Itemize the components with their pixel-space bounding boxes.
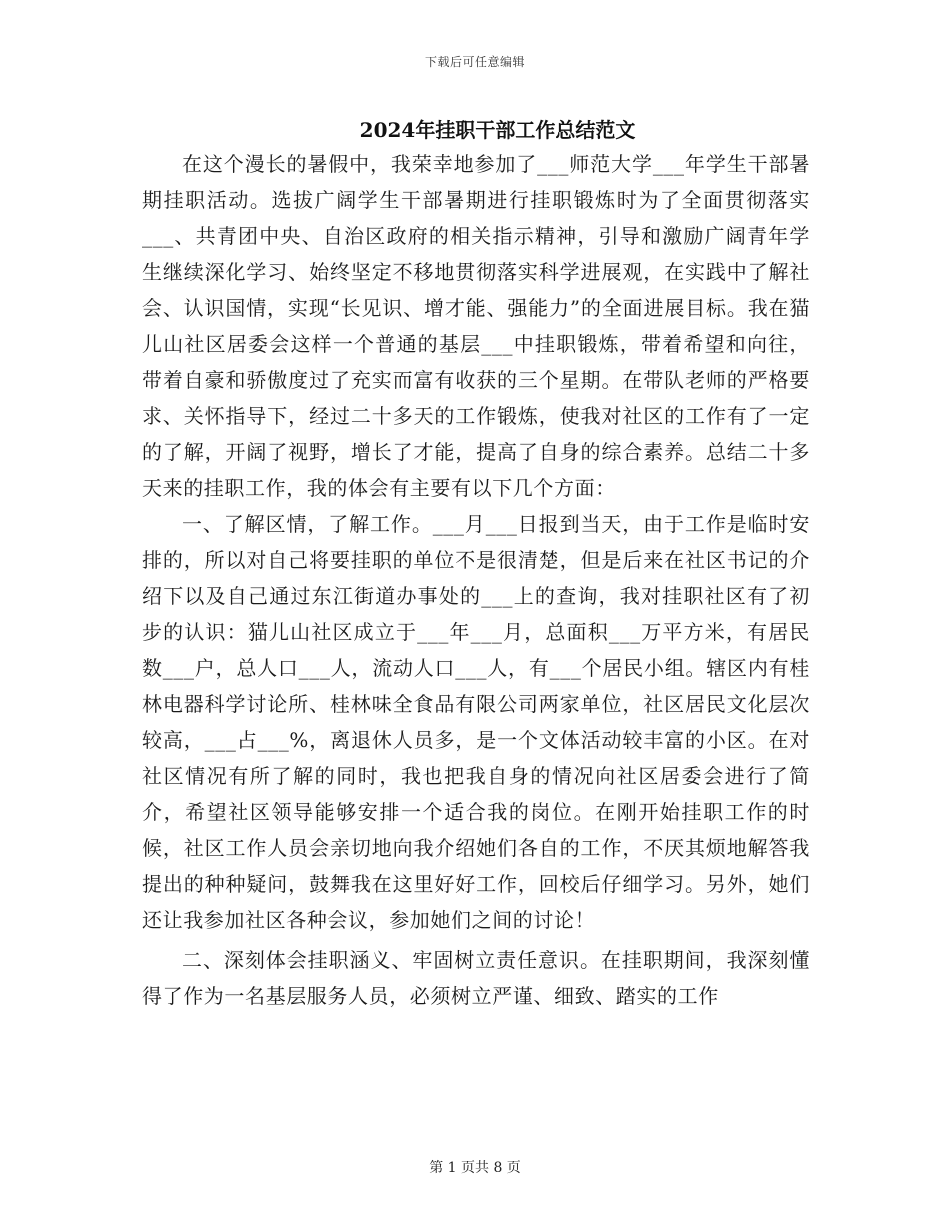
document-title: 2024年挂职干部工作总结范文 — [359, 118, 636, 142]
paragraph-intro: 在这个漫长的暑假中，我荣幸地参加了___师范大学___年学生干部暑期挂职活动。选拔广阔学生干部暑期进行挂职锻炼时为了全面贯彻落实___、共青团中央、自治区政府的相关指示精神，引导和激励广阔青年学生继续深化学习、始终坚定不移地贯彻落实科学进展观，在实践中了解社会、认识国情，实现“长见识、增才能、强能力”的全面进展目标。我在猫儿山社区居委会这样一个普通的基层___中挂职锻炼，带着希望和向往，带着自豪和骄傲度过了充实而富有收获的三个星期。在带队老师的严格要求、关怀指导下，经过二十多天的工作锻炼，使我对社区的工作有了一定的了解，开阔了视野，增长了才能，提高了自身的综合素养。总结二十多天来的挂职工作，我的体会有主要有以下几个方面： — [142, 152, 810, 500]
document-body — [142, 146, 810, 1014]
page-number-footer: 第 1 页共 8 页 — [429, 1160, 521, 1176]
paragraph-section-one: 一、了解区情，了解工作。___月___日报到当天，由于工作是临时安排的，所以对自己将要挂职的单位不是很清楚，但是后来在社区书记的介绍下以及自己通过东江街道办事处的___上的查询，我对挂职社区有了初步的认识：猫儿山社区成立于___年___月，总面积___万平方米，有居民数___户，总人口___人，流动人口___人，有___个居民小组。辖区内有桂林电器科学讨论所、桂林味全食品有限公司两家单位，社区居民文化层次较高，___占___%，离退休人员多，是一个文体活动较丰富的小区。在对社区情况有所了解的同时，我也把我自身的情况向社区居委会进行了简介，希望社区领导能够安排一个适合我的岗位。在刚开始挂职工作的时候，社区工作人员会亲切地向我介绍她们各自的工作，不厌其烦地解答我提出的种种疑问，鼓舞我在这里好好工作，回校后仔细学习。另外，她们还让我参加社区各种会议，参加她们之间的讨论！ — [142, 512, 810, 932]
paragraph-section-two: 二、深刻体会挂职涵义、牢固树立责任意识。在挂职期间，我深刻懂得了作为一名基层服务人员，必须树立严谨、细致、踏实的工作 — [142, 948, 810, 1008]
header-note: 下载后可任意编辑 — [424, 55, 525, 69]
